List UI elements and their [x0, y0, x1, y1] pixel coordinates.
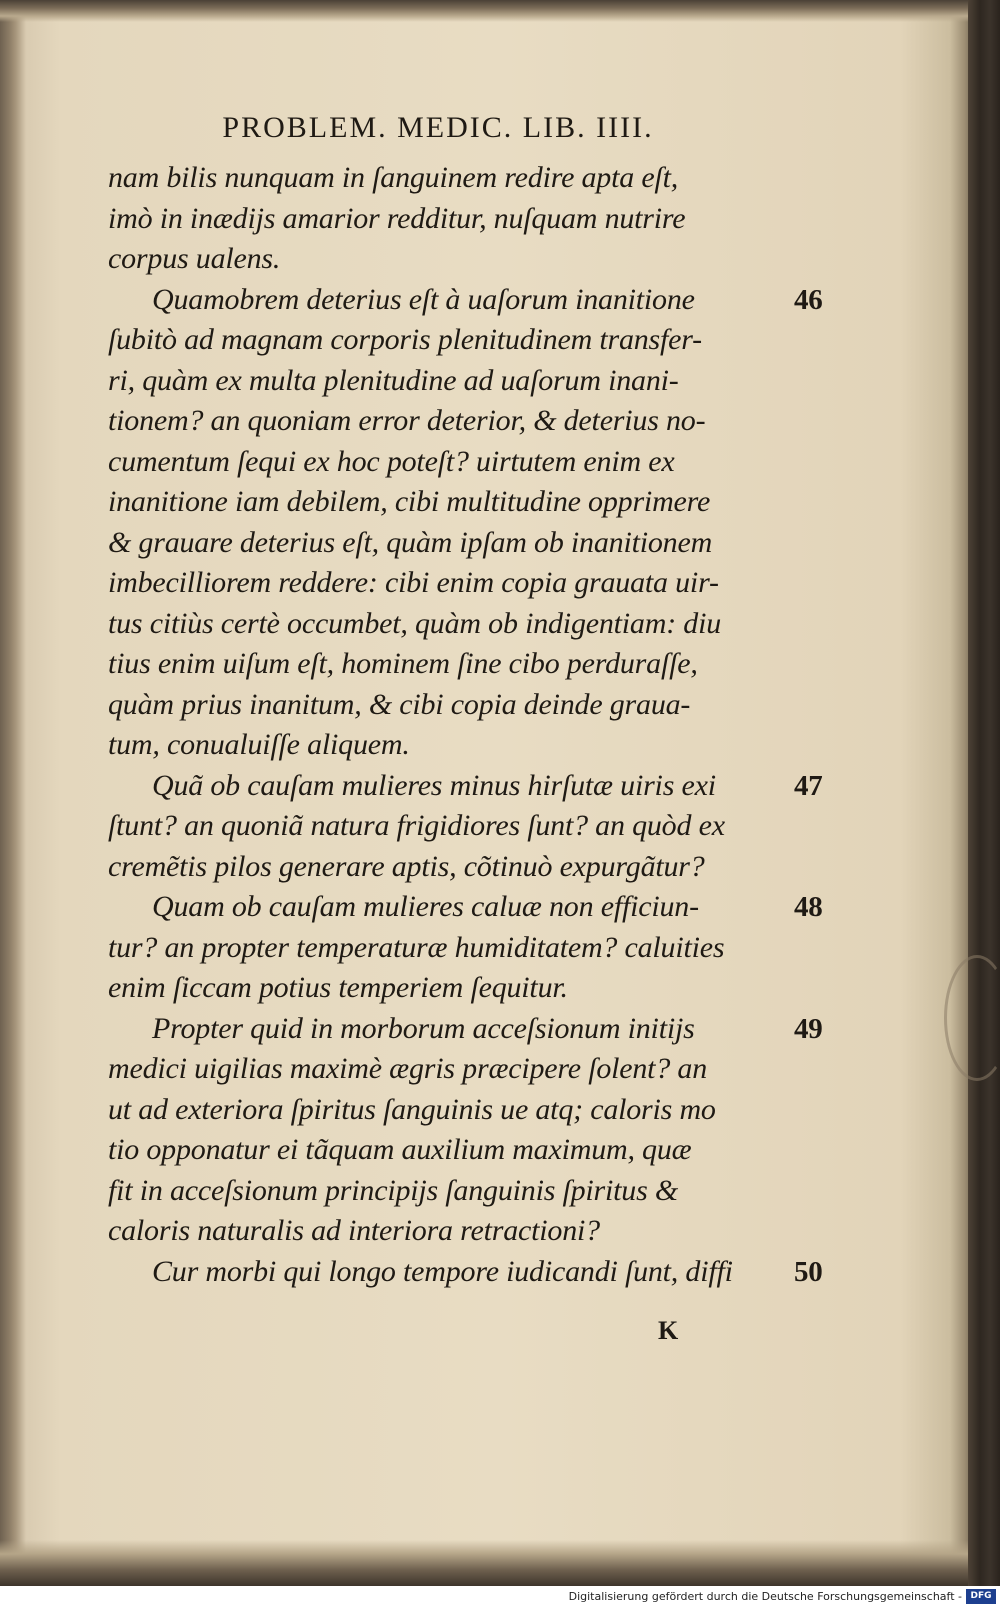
- text-line: [108, 725, 768, 766]
- line-text: cremẽtis pilos generare aptis, cõtinuò expurgãtur?: [108, 849, 705, 883]
- text-line: [108, 685, 768, 726]
- text-line: [108, 847, 768, 888]
- text-line: [108, 1049, 768, 1090]
- book-clasp-shadow: [944, 955, 1000, 1081]
- line-text: corpus ualens.: [108, 242, 281, 275]
- text-line: [108, 1211, 768, 1252]
- line-text: ri, quàm ex multa plenitudine ad uaſorum inani-: [108, 363, 679, 397]
- line-text: tur? an propter temperaturæ humiditatem? caluities: [108, 930, 725, 964]
- line-text: imbecilliorem reddere: cibi enim copia grauata uir-: [108, 566, 719, 599]
- line-text: ſtunt? an quoniã natura frigidiores ſunt? an quòd ex: [108, 809, 725, 842]
- line-text: enim ſiccam potius temperiem ſequitur.: [108, 971, 568, 1004]
- text-block: [108, 108, 848, 1345]
- text-line: [108, 361, 768, 402]
- book-cover-board: [968, 0, 1000, 1586]
- line-text: Propter quid in morborum acceſsionum initijs: [152, 1011, 695, 1045]
- text-line: [108, 158, 768, 199]
- text-line: [108, 644, 768, 685]
- line-text: Quamobrem deterius eſt à uaſorum inanitione: [152, 282, 695, 316]
- line-text: tum, conualuiſſe aliquem.: [108, 728, 410, 761]
- text-line: [108, 928, 768, 969]
- text-line: [108, 1252, 823, 1293]
- line-text: ut ad exteriora ſpiritus ſanguinis ue atq; caloris mo: [108, 1092, 716, 1126]
- text-line: [108, 320, 768, 361]
- line-text: Quam ob cauſam mulieres caluæ non efficiun-: [152, 890, 699, 923]
- line-text: medici uigilias maximè ægris præcipere ſolent? an: [108, 1052, 708, 1085]
- text-lines: [108, 158, 848, 1292]
- text-line: [108, 442, 768, 483]
- line-text: quàm prius inanitum, & cibi copia deinde graua-: [108, 687, 691, 721]
- text-line: [108, 604, 768, 645]
- marginal-number: 46: [794, 283, 823, 316]
- marginal-number: 48: [794, 891, 823, 923]
- dfg-logo[interactable]: DFG: [966, 1589, 996, 1604]
- text-line: [108, 887, 823, 928]
- line-text: fit in acceſsionum principijs ſanguinis ſpiritus &: [108, 1173, 679, 1207]
- text-line: [108, 482, 768, 523]
- text-line: [108, 280, 823, 321]
- text-line: [108, 806, 768, 847]
- running-head: PROBLEM. MEDIC. LIB. IIII.: [222, 111, 654, 144]
- line-text: tius enim uiſum eſt, hominem ſine cibo perduraſſe,: [108, 647, 698, 680]
- digitization-footer: [0, 1586, 1000, 1607]
- footer-credit: Digitalisierung gefördert durch die Deutsche Forschungsgemeinschaft -: [568, 1590, 962, 1603]
- page-bottom-edge: [0, 1540, 1000, 1586]
- line-text: tio opponatur ei tãquam auxilium maximum, quæ: [108, 1133, 692, 1166]
- line-text: imò in inædijs amarior redditur, nuſquam nutrire: [108, 201, 686, 235]
- line-text: nam bilis nunquam in ſanguinem redire apta eſt,: [108, 161, 679, 194]
- signature-mark: K: [658, 1316, 679, 1345]
- line-text: cumentum ſequi ex hoc poteſt? uirtutem enim ex: [108, 444, 675, 478]
- text-line: [108, 766, 823, 807]
- line-text: Cur morbi qui longo tempore iudicandi ſunt, diffi: [152, 1254, 733, 1288]
- text-line: [108, 1171, 768, 1212]
- line-text: & grauare deterius eſt, quàm ipſam ob inanitionem: [108, 525, 713, 559]
- line-text: Quã ob cauſam mulieres minus hirſutæ uiris exi: [152, 768, 716, 802]
- text-line: [108, 1130, 768, 1171]
- page-top-edge: [0, 0, 1000, 22]
- marginal-number: 49: [794, 1012, 823, 1045]
- marginal-number: 50: [794, 1255, 823, 1288]
- line-text: inanitione iam debilem, cibi multitudine opprimere: [108, 485, 711, 518]
- text-line: [108, 1090, 768, 1131]
- text-line: [108, 1009, 823, 1050]
- text-line: [108, 563, 768, 604]
- marginal-number: 47: [794, 769, 823, 802]
- text-line: [108, 523, 768, 564]
- line-text: caloris naturalis ad interiora retractioni?: [108, 1214, 600, 1247]
- text-line: [108, 968, 768, 1009]
- text-line: [108, 199, 768, 240]
- line-text: tionem? an quoniam error deterior, & deterius no-: [108, 404, 706, 437]
- text-line: [108, 401, 768, 442]
- text-line: [108, 239, 768, 280]
- line-text: ſubitò ad magnam corporis plenitudinem transfer-: [108, 323, 702, 356]
- line-text: tus citiùs certè occumbet, quàm ob indigentiam: diu: [108, 606, 722, 640]
